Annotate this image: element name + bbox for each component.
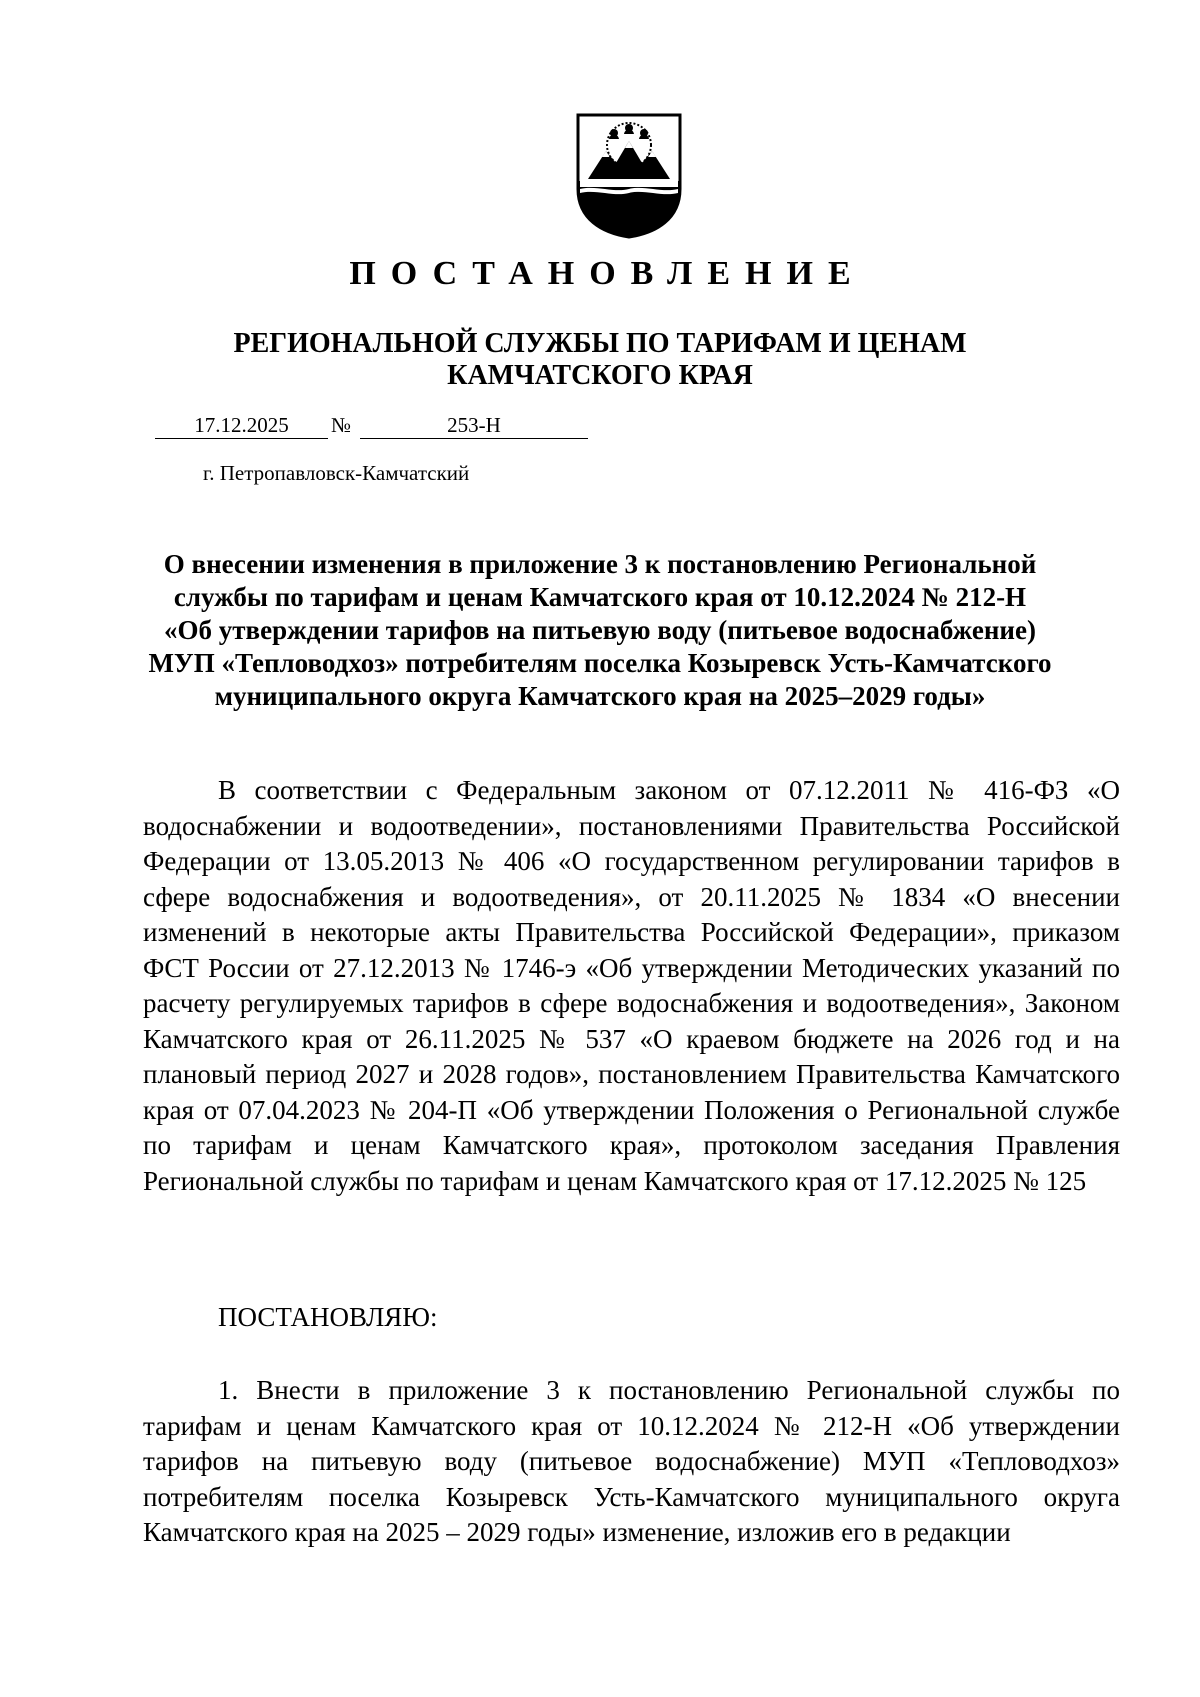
subject-line: МУП «Тепловодхоз» потребителям поселка Козыревск Усть-Камчатского (148, 648, 1052, 678)
document-subject (135, 548, 1065, 713)
document-title: ПОСТАНОВЛЕНИЕ (349, 255, 866, 292)
resolve-heading: ПОСТАНОВЛЯЮ: (218, 1302, 438, 1332)
preamble-paragraph: В соответствии с Федеральным законом от 07.12.2011 № 416-ФЗ «О водоснабжении и водоотведении», постановлениями Правительства Российской Федерации от 13.05.2013 № 406 «О государственном регулировании тарифов в сфере водоснабжения и водоотведения», от 20.11.2025 № 1834 «О внесении изменений в некоторые акты Правительства Российской Федерации», приказом ФСТ России от 27.12.2013 № 1746-э «Об утверждении Методических указаний по расчету регулируемых тарифов в сфере водоснабжения и водоотведения», Законом Камчатского края от 26.11.2025 № 537 «О краевом бюджете на 2026 год и на плановый период 2027 и 2028 годов», постановлением Правительства Камчатского края от 07.04.2023 № 204-П «Об утверждении Положения о Региональной службе по тарифам и ценам Камчатского края», протоколом заседания Правления Региональной службы по тарифам и ценам Камчатского края от 17.12.2025 № 125 (143, 775, 1120, 1196)
issuing-agency (0, 328, 1200, 392)
document-date: 17.12.2025 (155, 412, 328, 439)
subject-line: службы по тарифам и ценам Камчатского края от 10.12.2024 № 212-Н (173, 582, 1027, 612)
item-1-paragraph: 1. Внести в приложение 3 к постановлению Региональной службы по тарифам и ценам Камчатского края от 10.12.2024 № 212-Н «Об утверждении тарифов на питьевую воду (питьевое водоснабжение) МУП «Тепловодхоз» потребителям поселка Козыревск Усть-Камчатского муниципального округа Камчатского края на 2025 – 2029 годы» изменение, изложив его в редакции (143, 1375, 1120, 1547)
subject-line: «Об утверждении тарифов на питьевую воду (питьевое водоснабжение) (164, 615, 1036, 645)
coat-of-arms-emblem (574, 111, 684, 239)
subject-line: муниципального округа Камчатского края на 2025–2029 годы» (214, 681, 986, 711)
agency-line-2: КАМЧАТСКОГО КРАЯ (447, 360, 753, 391)
number-sign: № (331, 413, 352, 437)
subject-line: О внесении изменения в приложение 3 к постановлению Региональной (163, 549, 1037, 579)
agency-line-1: РЕГИОНАЛЬНОЙ СЛУЖБЫ ПО ТАРИФАМ И ЦЕНАМ (233, 328, 967, 359)
document-number: 253-Н (360, 412, 588, 439)
city-name: г. Петропавловск-Камчатский (203, 461, 470, 485)
